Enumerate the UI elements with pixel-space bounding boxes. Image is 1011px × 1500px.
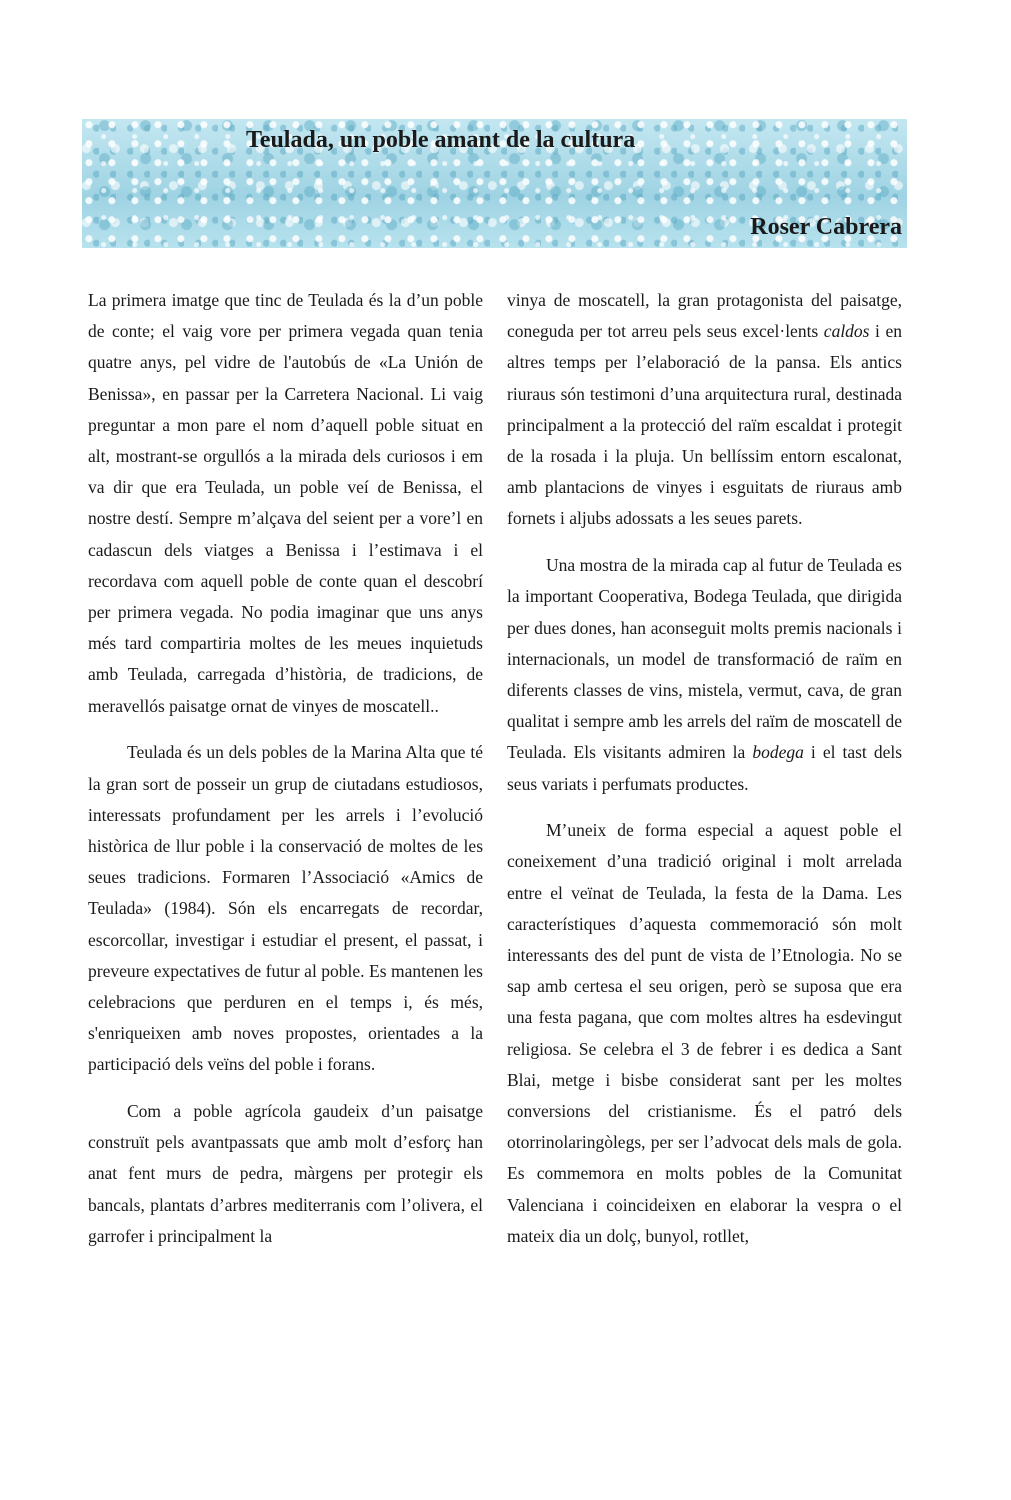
article-title: Teulada, un poble amant de la cultura <box>246 127 636 153</box>
paragraph <box>507 550 902 800</box>
text-run: i en altres temps per l’elaboració de la pansa. Els antics riuraus són testimoni d’una arquitectura rural, destinada principalment a la protecció del raïm escaldat i protegit de la rosada i la pluja. Un bellíssim entorn escalonat, amb plantacions de vinyes i esguitats de riuraus amb fornets i aljubs adossats a les seues parets. <box>507 321 902 529</box>
paragraph: La primera imatge que tinc de Teulada és la d’un poble de conte; el vaig vore per primera vegada quan tenia quatre anys, pel vidre de l'autobús de «La Unión de Benissa», en passar per la Carretera Nacional. Li vaig preguntar a mon pare el nom d’aquell poble situat en alt, mostrant-se orgullós a la mirada dels curiosos i em va dir que era Teulada, un poble veí de Benissa, el nostre destí. Sempre m’alçava del seient per a vore’l en cadascun dels viatges a Benissa i l’estimava i el recordava com aquell poble de conte quan el descobrí per primera vegada. No podia imaginar que uns anys més tard compartiria moltes de les meues inquietuds amb Teulada, carregada d’història, de tradicions, de meravellós paisatge ornat de vinyes de moscatell.. <box>88 290 483 716</box>
text-run: Una mostra de la mirada cap al futur de Teulada es la important Cooperativa, Bodega Teulada, que dirigida per dues dones, han aconseguit molts premis nacionals i internacionals, un model de transformació de raïm en diferents classes de vins, mistela, vermut, cava, de gran qualitat i sempre amb les arrels del raïm de moscatell de Teulada. Els visitants admiren la <box>507 555 902 763</box>
left-column <box>88 285 483 1268</box>
text-run: vinya de moscatell, la gran protagonista del paisatge, coneguda per tot arreu pels seus excel·lents <box>507 290 902 342</box>
paragraph: Teulada és un dels pobles de la Marina Alta que té la gran sort de posseir un grup de ciutadans estudiosos, interessats profundament per les arrels i l’evolució històrica de llur poble i la conservació de moltes de les seues tradicions. Formaren l’Associació «Amics de Teulada» (1984). Són els encarregats de recordar, escorcollar, investigar i estudiar el present, el passat, i preveure expectatives de futur al poble. Es mantenen les celebracions que perduren en el temps i, és més, s'enriqueixen amb noves propostes, orientades a la participació dels veïns del poble i forans. <box>88 742 483 1075</box>
paragraph: M’uneix de forma especial a aquest poble el coneixement d’una tradició original i molt arrelada entre el veïnat de Teulada, la festa de la Dama. Les característiques d’aquesta commemoració són molt interessants des del punt de vista de l’Etnologia. No se sap amb certesa el seu origen, però se suposa que era una festa pagana, que com moltes altres ha esdevingut religiosa. Se celebra el 3 de febrer i es dedica a Sant Blai, metge i bisbe considerat sant per les moltes conversions del cristianisme. És el patró dels otorrinolaringòlegs, per ser l’advocat dels mals de gola. Es commemora en molts pobles de la Comunitat Valenciana i coincideixen en elaborar la vespra o el mateix dia un dolç, bunyol, rotllet, <box>507 820 902 1246</box>
paragraph <box>507 285 902 535</box>
italic-term: caldos <box>823 321 870 342</box>
text-run: i el tast dels seus variats i perfumats productes. <box>507 742 903 794</box>
right-column <box>507 285 902 1268</box>
article-author: Roser Cabrera <box>750 214 902 240</box>
italic-term: bodega <box>752 742 804 763</box>
paragraph: Com a poble agrícola gaudeix d’un paisatge construït pels avantpassats que amb molt d’esforç han anat fent murs de pedra, màrgens per protegir els bancals, plantats d’arbres mediterranis com l’olivera, el garrofer i principalment la <box>88 1101 483 1246</box>
